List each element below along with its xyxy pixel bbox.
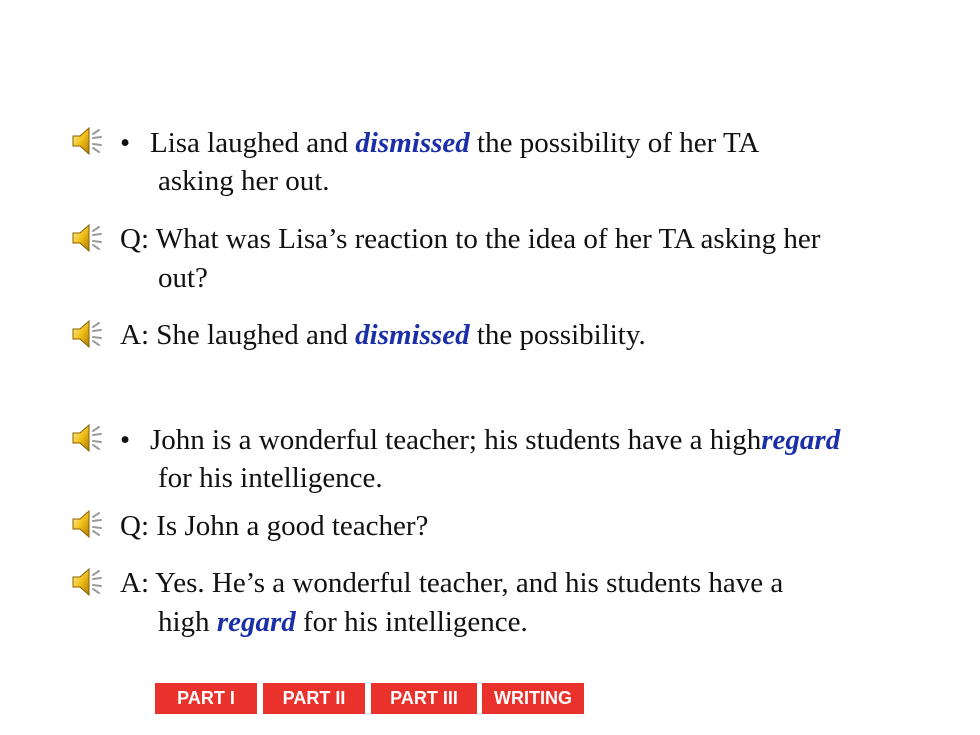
part-3-button[interactable]: PART III [371,683,477,714]
vocab-keyword: regard [761,424,841,456]
vocab-keyword: dismissed [355,319,470,351]
answer-line: A: She laughed and dismissed the possibility. [120,319,646,351]
writing-button[interactable]: WRITING [482,683,584,714]
example-sentence-line: asking her out. [158,165,330,197]
speaker-icon[interactable] [70,422,104,454]
speaker-icon[interactable] [70,222,104,254]
answer-prefix: A: [120,567,149,599]
answer-line: A: Yes. He’s a wonderful teacher, and his students have a [120,567,784,599]
question-prefix: Q: [120,510,149,542]
speaker-icon[interactable] [70,318,104,350]
question-line: Q: What was Lisa’s reaction to the idea of her TA asking her [120,223,821,255]
vocab-keyword: regard [216,606,296,638]
answer-line: high regard for his intelligence. [158,606,528,638]
speaker-icon[interactable] [70,508,104,540]
vocab-keyword: dismissed [355,127,470,159]
answer-prefix: A: [120,319,149,351]
speaker-icon[interactable] [70,566,104,598]
part-2-button[interactable]: PART II [263,683,365,714]
question-line: out? [158,262,208,294]
example-sentence-line: for his intelligence. [158,462,383,494]
question-prefix: Q: [120,223,149,255]
speaker-icon[interactable] [70,125,104,157]
question-line: Q: Is John a good teacher? [120,510,429,542]
example-sentence-line: • Lisa laughed and dismissed the possibility of her TA [120,124,759,162]
part-1-button[interactable]: PART I [155,683,257,714]
example-sentence-line: • John is a wonderful teacher; his students have a highregard [120,421,840,459]
bullet: • [120,127,131,159]
bullet: • [120,424,131,456]
